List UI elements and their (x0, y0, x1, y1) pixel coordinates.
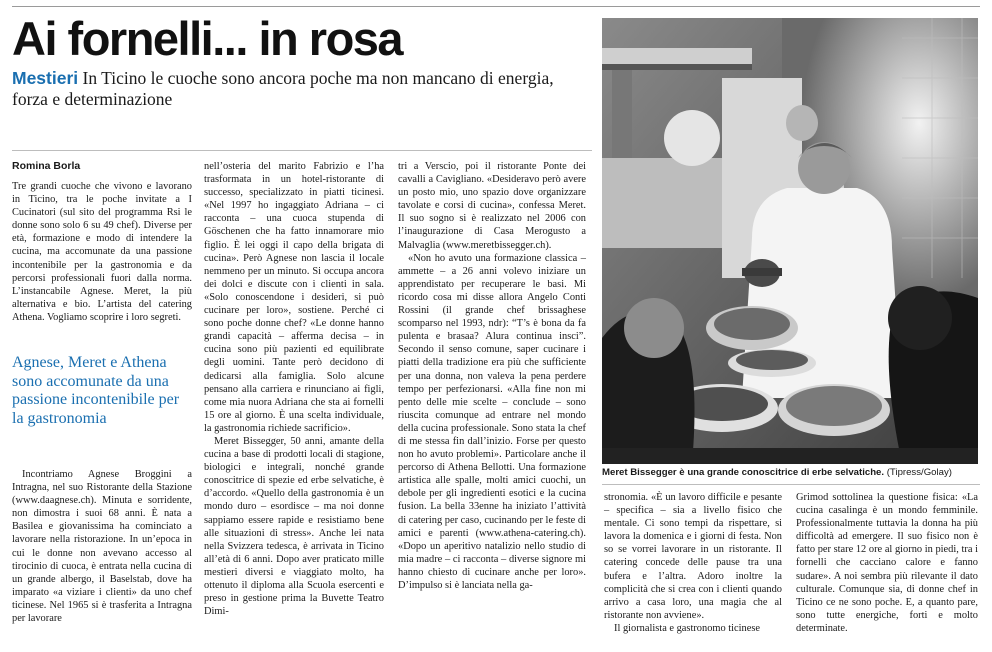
headline: Ai fornelli... in rosa (12, 12, 403, 65)
paragraph: stronomia. «È un lavoro difficile e pesante – specifica – sia a livello fisico che mentale. Ci sono tempi da rispettare, si lavora la domenica e i giorni di festa. Non so se vorrei lavorare in un ristorante. Il catering concede delle pause tra una bufera e l’altra. Adoro inoltre la complicità che si crea con i clienti quando arrivo a casa loro, una magia che al ristorante non avviene». (604, 492, 782, 621)
paragraph: Meret Bissegger, 50 anni, amante della cucina a base di prodotti locali di stagione, biologici e integrali, nonché grande conoscitrice di spezie ed erbe selvatiche, è d’accordo. «Quello della gastronomia è un mondo duro – esordisce – ma noi donne sappiamo essere rapide e resistiamo bene alle situazioni di stress». Anche lei nata nella Svizzera tedesca, è arrivata in Ticino all’età di 6 anni. Dopo aver praticato mille mestieri diversi e viaggiato molto, ha ottenuto il diploma alla Scuola esercenti e preso in gestione prima la Buvette Teatro Dimi- (204, 435, 384, 618)
photo-credit: (Tipress/Golay) (886, 467, 952, 478)
article-intro (12, 180, 192, 323)
article-column-3 (398, 160, 586, 648)
paragraph: Grimod sottolinea la questione fisica: «La cucina casalinga è un mondo femminile. Professionalmente tuttavia la donna ha più difficoltà ad emergere. Il suo fisico non è fatto per stare 12 ore al giorno in piedi, tra i fornelli che cacciano calore e fanno sudare». A noi sembra più rilevante il dato culturale. Comunque sia, di donne chef in Ticino ce ne sono poche. E, a quanto pare, sono tutte energiche, forti e molto determinate. (796, 492, 978, 634)
subheadline (12, 68, 592, 110)
subhead-text: In Ticino le cuoche sono ancora poche ma non mancano di energia, forza e determinazione (12, 68, 554, 109)
section-rule (12, 150, 592, 151)
caption-text: Meret Bissegger è una grande conoscitrice di erbe selvatiche. (602, 467, 885, 478)
article-column-2 (204, 160, 384, 648)
intro-paragraph: Tre grandi cuoche che vivono e lavorano in Ticino, tra le poche invitate a I Cucinatori (sul sito del programma Rsi le donne sono solo 6 su 49 chef). Diverse per età, formazione e modo di intendere la cucina, ma accomunate da una passione incontenibile per la gastronomia e da percorsi professionali fuori dalla norma. L’instancabile Agnese. Meret, la più alternativa e bio. L’artista del catering Athena. Vogliamo scoprire i loro segreti. (12, 181, 192, 323)
kitchen-photo (602, 18, 978, 464)
top-rule (12, 6, 980, 7)
kitchen-photo-illustration (602, 18, 978, 464)
paragraph: Il giornalista e gastronomo ticinese (614, 622, 761, 634)
article-column-1 (12, 468, 192, 648)
paragraph: Incontriamo Agnese Broggini a Intragna, nel suo Ristorante della Stazione (www.daagnese.ch). Minuta e sorridente, non dimostra i suoi 68 anni. È nata a Basilea e giovanissima ha cominciato a lavorare nella ristorazione. In un’epoca in cui le donne non avevano accesso al tirocinio di cuoca, è entrata nella cucina di un grande albergo, il Baselstab, dove ha imparato «a viziare i clienti» da uno chef ticinese. Nel 1965 si è trasferita a Intragna per lavorare (12, 469, 192, 625)
photo-caption (602, 467, 980, 479)
paragraph: nell’osteria del marito Fabrizio e l’ha trasformata in un hotel-ristorante di successo, specializzato in piatti ticinesi. «Nel 1997 ho ingaggiato Adriana – ci racconta – una cuoca stupenda di Göschenen che ha fatto innamorare mio figlio. È lei oggi il capo della brigata di cucina». Però Agnese non lascia il locale nemmeno per un minuto. Si occupa ancora dei dolci e discute con i clienti in sala. «Solo conoscendone i desideri, si può cucinare per loro», sostiene. Perché ci sono poche donne chef? «Le donne hanno grandi capacità – afferma decisa – in cucina sono più pazienti ed equilibrate degli uomini. Tante però decidono di dedicarsi alla famiglia. Solo alcune pensano alla carriera e rinunciano ai figli, come mia nuora Adriana che sta ai fornelli 15 ore al giorno. È una scelta individuale, la gastronomia richiede sacrificio». (204, 161, 384, 434)
article-column-5 (796, 491, 978, 648)
pull-quote: Agnese, Meret e Athena sono accomunate da una passione incontenibile per la gastronomia (12, 354, 180, 427)
paragraph: «Non ho avuto una formazione classica – ammette – a 26 anni volevo iniziare un apprendistato per recuperare le basi. Mi ricordo cosa mi disse allora Angelo Conti Rossini (il grande chef brissaghese scomparso nel 1993, ndr): “T’s è bona da fa pulenta e brasaa? Alura continua insci”. Secondo il senso comune, saper cucinare i piatti della tradizione era più che sufficiente per una donna, non valeva la pena perdere tempo per perfezionarsi. «Alla fine non mi pento delle mie scelte – conclude – sono riuscita comunque ad entrare nel mondo della cucina professionale. Sono stata la chef di me stessa fin dall’inizio. Forse per questo non ho avuto problemi». Particolare anche il percorso di Athena Bellotti. Una formazione artistica alle spalle, molti amici cuochi, un debole per gli ingredienti esotici e la cucina fusion. La bella 33enne ha iniziato l’attività di catering per caso, cucinando per le feste di amici e parenti (www.athena-catering.ch). «Dopo un aperitivo natalizio nello studio di mia madre – ci racconta – diverse signore mi hanno chiesto di cucinare anche per loro». D’impulso si è lanciata nella ga- (398, 252, 586, 591)
kicker: Mestieri (12, 68, 79, 88)
byline: Romina Borla (12, 160, 81, 172)
article-column-4 (604, 491, 782, 648)
paragraph: tri a Verscio, poi il ristorante Ponte dei cavalli a Cavigliano. «Desideravo però avere un posto mio, uno spazio dove organizzare tavolate e corsi di cucina», confessa Meret. Il suo sogno si è realizzato nel 2006 con l’inaugurazione di Casa Merogusto a Malvaglia (www.meretbissegger.ch). (398, 161, 586, 251)
caption-rule (602, 484, 980, 485)
